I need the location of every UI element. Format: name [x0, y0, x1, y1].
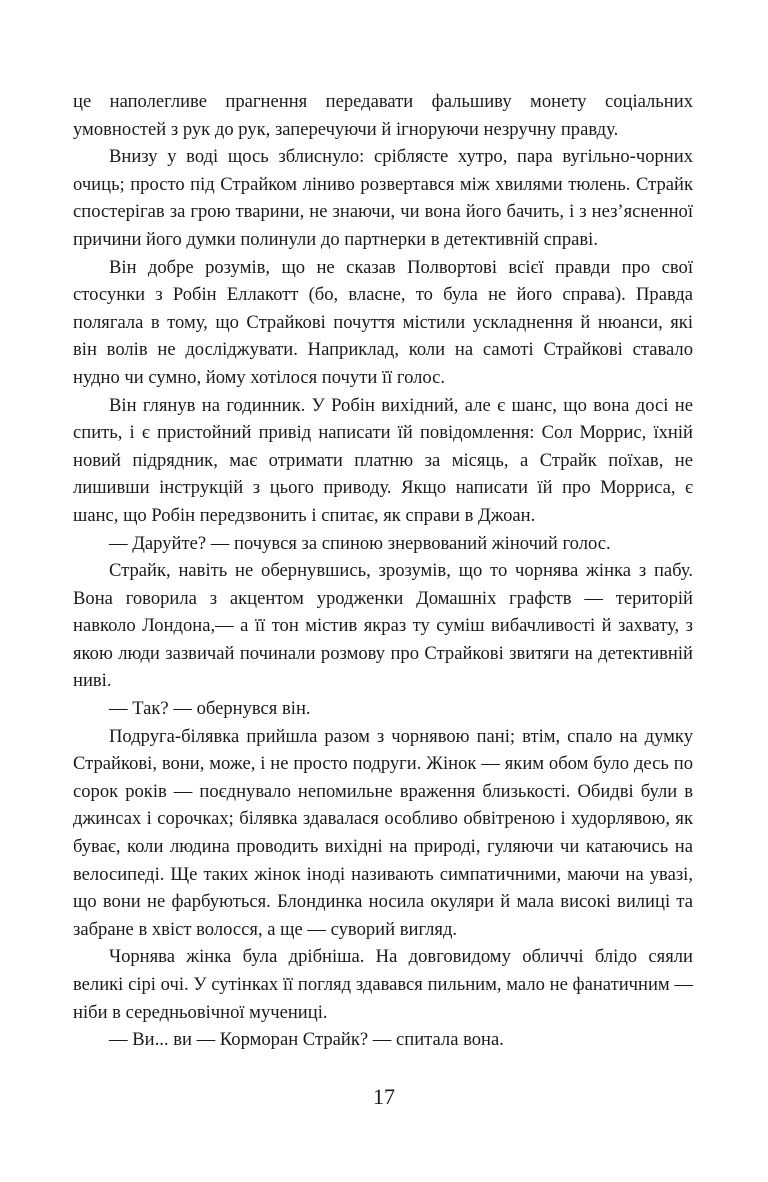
page-number: 17 [373, 1084, 395, 1109]
paragraph-6: Страйк, навіть не обернувшись, зрозумів, що то чорнява жінка з пабу. Вона говорила з акцентом уродженки Домашніх графств — територій навколо Лондона,— а її тон містив якраз ту суміш вибачливості й захвату, з якою люди зазвичай починали розмову про Страйкові звитяги на детективній ниві. [73, 560, 693, 692]
paragraph-7: — Так? — обернувся він. [109, 698, 311, 720]
book-page-text [73, 88, 693, 1054]
paragraph-5: — Даруйте? — почувся за спиною знервований жіночий голос. [109, 532, 611, 554]
paragraph-2: Внизу у воді щось зблиснуло: сріблясте хутро, пара вугільно-чорних очиць; просто під Страйком ліниво розвертався між хвилями тюлень. Страйк спостерігав за грою тварини, не знаючи, чи вона його бачить, і з нез’ясненної причини його думки полинули до партнерки в детективній справі. [73, 146, 693, 250]
paragraph-3: Він добре розумів, що не сказав Полвортові всієї правди про свої стосунки з Робін Еллакотт (бо, власне, то була не його справа). Правда полягала в тому, що Страйкові почуття містили ускладнення й нюанси, які він волів не досліджувати. Наприклад, коли на самоті Страйкові ставало нудно чи сумно, йому хотілося почути її голос. [73, 256, 693, 388]
paragraph-4: Він глянув на годинник. У Робін вихідний, але є шанс, що вона досі не спить, і є пристойний привід написати їй повідомлення: Сол Моррис, їхній новий підрядник, має отримати платню за місяць, а Страйк поїхав, не лишивши інструкцій з цього приводу. Якщо написати їй про Морриса, є шанс, що Робін передзвонить і спитає, як справи в Джоан. [73, 394, 693, 526]
paragraph-9: Чорнява жінка була дрібніша. На довговидому обличчі блідо сяяли великі сірі очі. У сутінках її погляд здавався пильним, мало не фанатичним — ніби в середньовічної мучениці. [73, 946, 693, 1023]
paragraph-1: це наполегливе прагнення передавати фальшиву монету соціальних умовностей з рук до рук, заперечуючи й ігноруючи незручну правду. [73, 91, 693, 140]
paragraph-10: — Ви... ви — Корморан Страйк? — спитала вона. [109, 1029, 504, 1051]
paragraph-8: Подруга-білявка прийшла разом з чорнявою пані; втім, спало на думку Страйкові, вони, може, і не просто подруги. Жінок — яким обом було десь по сорок років — поєднувало непомильне враження близькості. Обидві були в джинсах і сорочках; білявка здавалася особливо обвітреною і худорлявою, як буває, коли людина проводить вихідні на природі, гуляючи чи катаючись на велосипеді. Ще таких жінок іноді називають симпатичними, маючи на увазі, що вони не фарбуються. Блондинка носила окуляри й мала високі вилиці та забране в хвіст волосся, а ще — суворий вигляд. [73, 725, 693, 940]
